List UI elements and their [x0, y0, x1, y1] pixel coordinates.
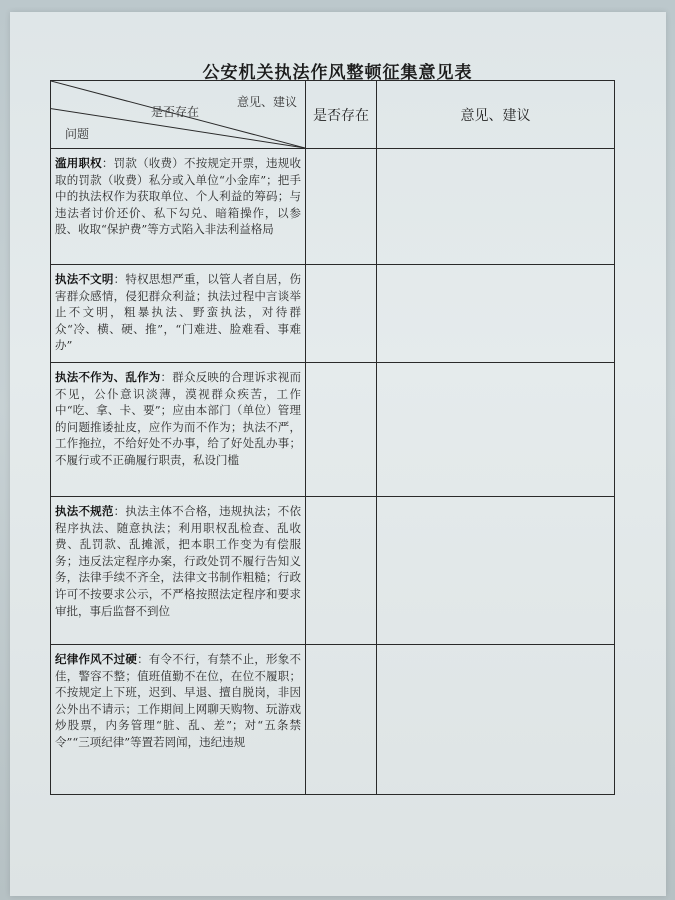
suggest-cell[interactable] — [377, 497, 615, 645]
col-header-suggest: 意见、建议 — [377, 81, 615, 149]
opinion-form-table — [50, 80, 615, 795]
problem-text: ：罚款（收费）不按规定开票，违规收取的罚款（收费）私分或入单位“小金库”；把手中的执法权作为获取单位、个人利益的筹码；与违法者讨价还价、私下勾兑、暗箱操作，以参股、收取“保护费”等方式陷入非法利益格局 — [55, 156, 302, 237]
diag-label-exists: 是否存在 — [151, 105, 200, 119]
problem-text: ：执法主体不合格，违规执法；不依程序执法、随意执法；利用职权乱检查、乱收费、乱罚款、乱摊派，把本职工作变为有偿服务；违反法定程序办案，行政处罚不履行告知义务，法律手续不齐全，法律文书制作粗糙；行政许可不按要求公示，不严格按照法定程序和要求审批，事后监督不到位 — [55, 504, 301, 618]
problem-heading: 执法不作为、乱作为 — [55, 370, 161, 384]
problem-cell — [51, 149, 306, 265]
diagonal-header-cell — [51, 81, 306, 149]
problem-heading: 执法不规范 — [55, 504, 114, 518]
diag-label-suggest: 意见、建议 — [236, 95, 297, 109]
problem-text: ：特权思想严重，以管人者自居，伤害群众感情，侵犯群众利益；执法过程中言谈举止不文明，粗暴执法、野蛮执法，对待群众“冷、横、硬、推”，“门难进、脸难看、事难办” — [55, 272, 301, 353]
table-row — [51, 149, 615, 265]
problem-cell — [51, 265, 306, 363]
diag-label-problem: 问题 — [65, 127, 90, 141]
table-row — [51, 497, 615, 645]
problem-text: ：群众反映的合理诉求视而不见，公仆意识淡薄，漠视群众疾苦，工作中“吃、拿、卡、要”；应由本部门（单位）管理的问题推诿扯皮，应作为而不作为；执法不严，工作拖拉，不给好处不办事，给了好处乱办事；不履行或不正确履行职责，私设门槛 — [55, 370, 302, 467]
header-row — [51, 81, 615, 149]
table-row — [51, 363, 615, 497]
table-row — [51, 645, 615, 795]
exists-cell[interactable] — [306, 149, 377, 265]
suggest-cell[interactable] — [377, 149, 615, 265]
problem-heading: 纪律作风不过硬 — [55, 652, 138, 666]
exists-cell[interactable] — [306, 363, 377, 497]
suggest-cell[interactable] — [377, 265, 615, 363]
problem-text: ：有令不行，有禁不止，形象不佳，警容不整；值班值勤不在位，在位不履职；不按规定上下班，迟到、早退、擅自脱岗，非因公外出不请示；工作期间上网聊天购物、玩游戏炒股票，内务管理“脏、乱、差”；对“五条禁令”“三项纪律”等置若罔闻，违纪违规 — [55, 652, 302, 749]
problem-cell — [51, 645, 306, 795]
problem-heading: 滥用职权 — [55, 156, 102, 170]
problem-cell — [51, 363, 306, 497]
exists-cell[interactable] — [306, 265, 377, 363]
problem-heading: 执法不文明 — [55, 272, 114, 286]
form-title: 公安机关执法作风整顿征集意见表 — [202, 63, 473, 83]
exists-cell[interactable] — [306, 497, 377, 645]
problem-cell — [51, 497, 306, 645]
col-header-exists: 是否存在 — [306, 81, 377, 149]
suggest-cell[interactable] — [377, 363, 615, 497]
suggest-cell[interactable] — [377, 645, 615, 795]
exists-cell[interactable] — [306, 645, 377, 795]
table-row — [51, 265, 615, 363]
